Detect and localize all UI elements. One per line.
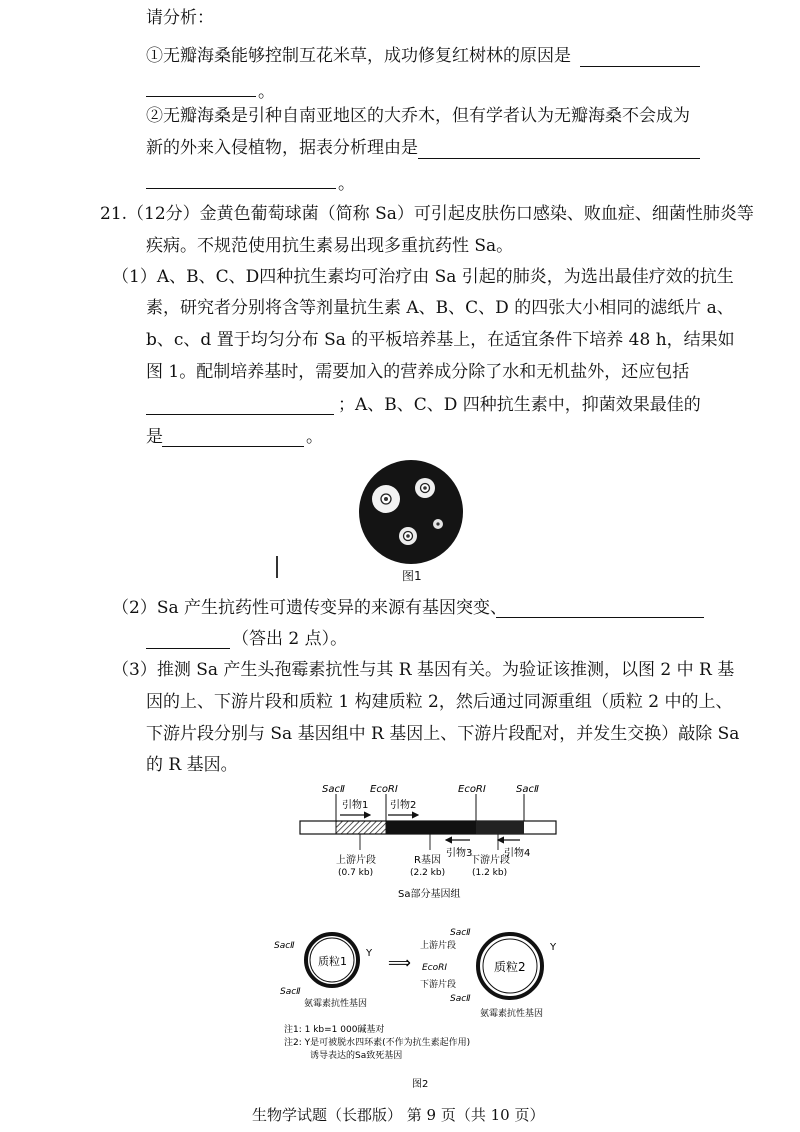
plasmid2-down-frag: 下游片段 (420, 980, 457, 990)
q21-p1-line6-suffix: 。 (306, 427, 323, 447)
q1-text: ①无瓣海桑能够控制互花米草，成功修复红树林的原因是 (146, 46, 571, 66)
q21-p3-line1: （3）推测 Sa 产生头孢霉素抗性与其 R 基因有关。为验证该推测，以图 2 中 R 基 (112, 660, 735, 680)
label-r-size: (2.2 kb) (410, 868, 446, 878)
label-upstream-size: (0.7 kb) (338, 868, 374, 878)
figure2-diagram (270, 780, 570, 1100)
q21-p1-blank-nutrients[interactable] (146, 414, 334, 415)
plasmid2-amp-gene: 氨霉素抗性基因 (480, 1009, 544, 1019)
q2-line2: 新的外来入侵植物，据表分析理由是 (146, 138, 418, 158)
q21-p2-blank-2[interactable] (146, 648, 230, 649)
q21-p2-line2: （答出 2 点）。 (232, 629, 348, 649)
q21-p2-blank[interactable] (496, 617, 704, 618)
analysis-label: 请分析： (146, 8, 214, 28)
label-eco-left: EcoRⅠ (370, 784, 398, 795)
q21-p1-line3: b、c、d 置于均匀分布 Sa 的平板培养基上，在适宜条件下培养 48 h，结果如 (146, 330, 735, 350)
plasmid2-label: 质粒2 (494, 960, 526, 974)
plasmid1-label: 质粒1 (318, 955, 347, 968)
q1-period: 。 (258, 82, 275, 102)
label-upstream: 上游片段 (336, 855, 376, 866)
petri-dish (359, 460, 463, 564)
q1-answer-blank[interactable] (580, 66, 700, 67)
label-eco-right: EcoRⅠ (458, 784, 486, 795)
label-sac-right: SacⅡ (516, 784, 539, 795)
q21-p1-line4: 图 1。配制培养基时，需要加入的营养成分除了水和无机盐外，还应包括 (146, 362, 690, 382)
scan-mark (276, 556, 278, 578)
upstream-segment (336, 821, 386, 834)
plasmid2-sac-bottom: SacⅡ (450, 994, 471, 1004)
q2-period: 。 (338, 174, 355, 194)
page-footer: 生物学试题（长郡版） 第 9 页（共 10 页） (252, 1106, 545, 1124)
q21-intro-line1: 21.（12分）金黄色葡萄球菌（简称 Sa）可引起皮肤伤口感染、败血症、细菌性肺炎等 (100, 204, 754, 224)
q21-p3-line2: 因的上、下游片段和质粒 1 构建质粒 2，然后通过同源重组（质粒 2 中的上、 (146, 692, 733, 712)
plasmid2-sac-top: SacⅡ (450, 928, 471, 938)
q21-p1-line5: ；A、B、C、D 四种抗生素中，抑菌效果最佳的 (338, 395, 701, 415)
q21-intro-line2: 疾病。不规范使用抗生素易出现多重抗药性 Sa。 (146, 236, 514, 256)
r-gene-segment (386, 821, 476, 834)
label-primer4: 引物4 (504, 848, 531, 859)
note2a: 注2: Y是可被脱水四环素(不作为抗生素起作用) (284, 1038, 471, 1048)
label-downstream-size: (1.2 kb) (472, 868, 508, 878)
note1: 注1: 1 kb=1 000碱基对 (284, 1025, 385, 1035)
q2-line1: ②无瓣海桑是引种自南亚地区的大乔木，但有学者认为无瓣海桑不会成为 (146, 106, 690, 126)
label-primer3: 引物3 (446, 848, 473, 859)
label-r-gene: R基因 (414, 855, 441, 866)
q21-p1-line6-prefix: 是 (146, 427, 163, 447)
label-downstream: 下游片段 (470, 855, 510, 866)
plasmid2-y: Y (550, 942, 557, 953)
q21-p2-line1: （2）Sa 产生抗药性可遗传变异的来源有基因突变、 (112, 598, 508, 618)
plasmid1-amp-gene: 氨霉素抗性基因 (304, 999, 368, 1009)
plasmid1-y: Y (366, 948, 373, 959)
figure1-caption: 图1 (402, 569, 422, 583)
q21-p3-line4: 的 R 基因。 (146, 755, 238, 775)
plasmid2-up-frag: 上游片段 (420, 941, 457, 951)
downstream-segment (476, 821, 524, 834)
genome-caption: Sa部分基因组 (398, 889, 461, 900)
plasmid1-sac-top: SacⅡ (274, 941, 295, 951)
arrow-transform: ⟹ (388, 953, 411, 972)
label-primer1: 引物1 (342, 800, 369, 811)
q21-p1-blank-best[interactable] (162, 446, 304, 447)
label-primer2: 引物2 (390, 800, 417, 811)
plasmid2-eco: EcoRⅠ (422, 963, 448, 973)
figure1-petri-dish (356, 456, 466, 568)
note2b: 诱导表达的Sa致死基因 (310, 1051, 403, 1061)
q21-p1-line2: 素，研究者分别将含等剂量抗生素 A、B、C、D 的四张大小相同的滤纸片 a、 (146, 298, 734, 318)
q21-p1-line1: （1）A、B、C、D四种抗生素均可治疗由 Sa 引起的肺炎，为选出最佳疗效的抗生 (112, 267, 734, 287)
q2-answer-blank[interactable] (418, 158, 700, 159)
figure2-caption: 图2 (412, 1079, 429, 1090)
q21-p3-line3: 下游片段分别与 Sa 基因组中 R 基因上、下游片段配对，并发生交换）敲除 Sa (146, 724, 740, 744)
q1-answer-blank-2[interactable] (146, 96, 256, 97)
plasmid1-sac-bottom: SacⅡ (280, 987, 301, 997)
label-sac-left: SacⅡ (322, 784, 345, 795)
q2-answer-blank-2[interactable] (146, 188, 336, 189)
